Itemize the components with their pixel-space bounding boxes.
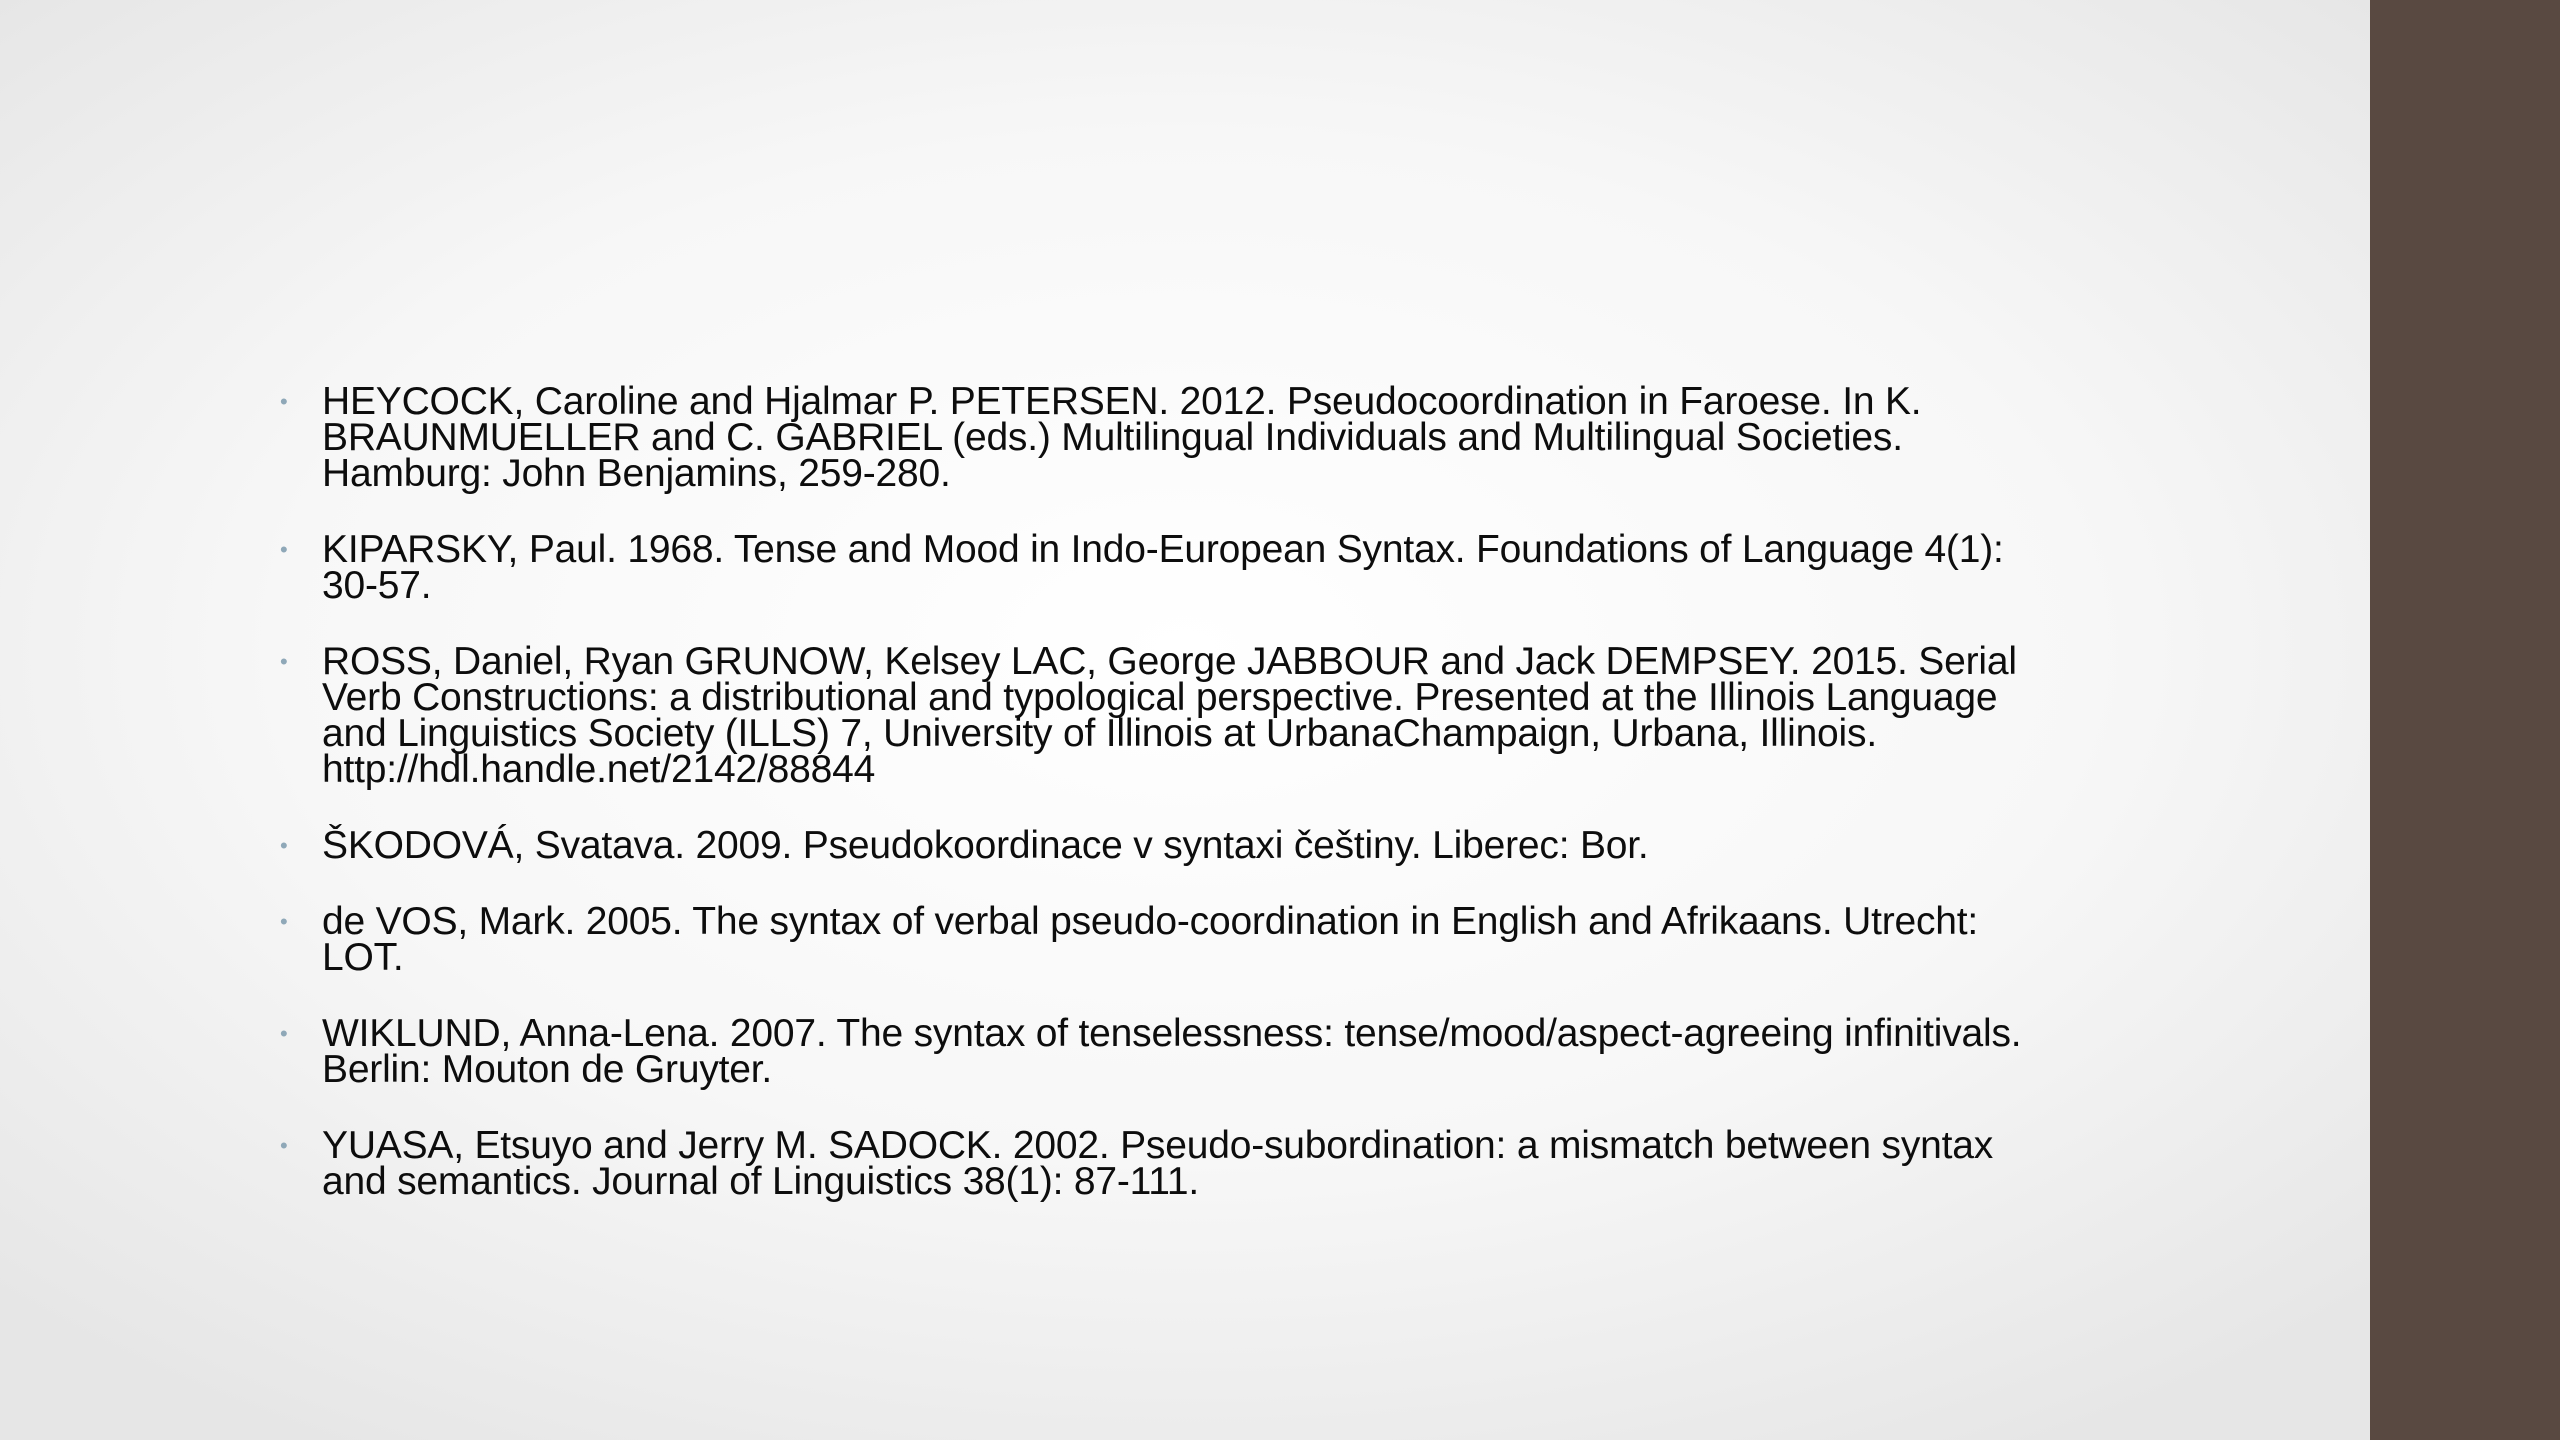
reference-item (278, 824, 2038, 867)
reference-text: WIKLUND, Anna-Lena. 2007. The syntax of tenselessness: tense/mood/aspect-agreeing infinitivals. Berlin: Mouton de Gruyter. (322, 1012, 2022, 1091)
bullet-dot-icon: • (280, 1133, 288, 1158)
reference-item (278, 640, 2038, 791)
reference-list (278, 380, 2038, 1240)
reference-text: HEYCOCK, Caroline and Hjalmar P. PETERSEN. 2012. Pseudocoordination in Faroese. In K. BRAUNMUELLER and C. GABRIEL (eds.) Multilingual Individuals and Multilingual Societies. Hamburg: John Benjamins, 259-280. (322, 380, 1922, 495)
reference-text: ŠKODOVÁ, Svatava. 2009. Pseudokoordinace v syntaxi češtiny. Liberec: Bor. (322, 824, 1649, 867)
bullet-dot-icon: • (280, 909, 288, 934)
reference-item (278, 380, 2038, 495)
decorative-sidebar (2370, 0, 2560, 1440)
bullet-dot-icon: • (280, 649, 288, 674)
reference-item (278, 528, 2038, 607)
bullet-dot-icon: • (280, 537, 288, 562)
reference-text: KIPARSKY, Paul. 1968. Tense and Mood in Indo-European Syntax. Foundations of Language 4(1): 30-57. (322, 528, 2004, 607)
reference-item (278, 900, 2038, 979)
reference-text: YUASA, Etsuyo and Jerry M. SADOCK. 2002. Pseudo-subordination: a mismatch between syntax and semantics. Journal of Linguistics 38(1): 87-111. (322, 1124, 1994, 1203)
reference-item (278, 1012, 2038, 1091)
bullet-dot-icon: • (280, 1021, 288, 1046)
bullet-dot-icon: • (280, 833, 288, 858)
reference-text: ROSS, Daniel, Ryan GRUNOW, Kelsey LAC, George JABBOUR and Jack DEMPSEY. 2015. Serial Verb Constructions: a distributional and typological perspective. Presented at the Illinois Language and Linguistics Society (ILLS) 7, University of Illinois at UrbanaChampaign, Urbana, Illinois. http://hdl.handle.net/2142/88844 (322, 640, 2017, 791)
reference-item (278, 1124, 2038, 1203)
reference-text: de VOS, Mark. 2005. The syntax of verbal pseudo-coordination in English and Afrikaans. Utrecht: LOT. (322, 900, 1979, 979)
bullet-dot-icon: • (280, 389, 288, 414)
